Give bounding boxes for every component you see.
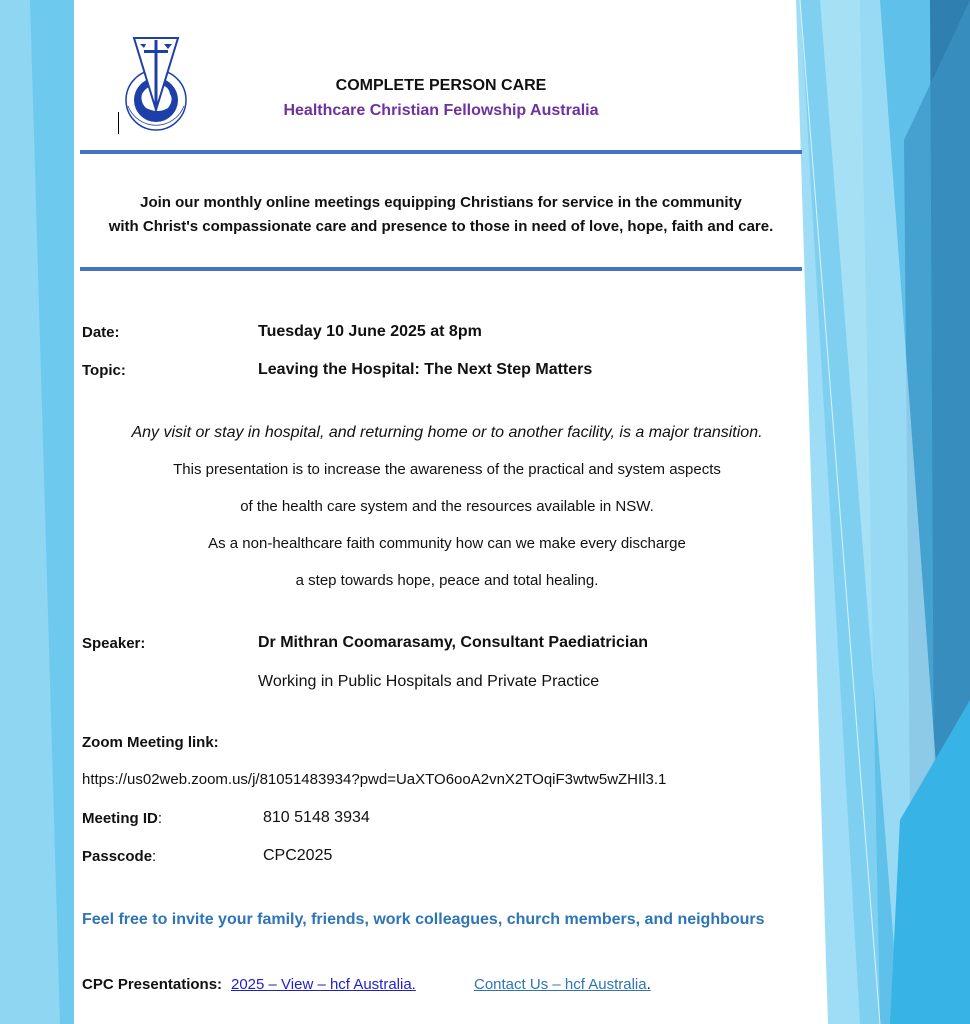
- topic-value: Leaving the Hospital: The Next Step Matters: [258, 361, 593, 378]
- page-title: COMPLETE PERSON CARE: [335, 77, 547, 94]
- topic-label: Topic:: [82, 362, 126, 379]
- date-label: Date:: [82, 324, 120, 341]
- zoom-link-label: Zoom Meeting link:: [82, 734, 219, 751]
- top-divider: [80, 150, 802, 154]
- second-divider: [80, 267, 802, 271]
- meeting-id-label: Meeting ID:: [82, 810, 163, 827]
- description-line-1: This presentation is to increase the awareness of the practical and system aspects: [173, 461, 721, 478]
- passcode-value: CPC2025: [263, 847, 333, 864]
- speaker-label: Speaker:: [82, 635, 146, 652]
- zoom-meeting-link[interactable]: https://us02web.zoom.us/j/81051483934?pwd=UaXTO6ooA2vnX2TOqiF3wtw5wZHIl3.1: [82, 771, 667, 788]
- presentations-label: CPC Presentations:: [82, 976, 223, 993]
- description-line-4: a step towards hope, peace and total healing.: [295, 572, 599, 589]
- contact-us-link[interactable]: Contact Us – hcf Australia.: [474, 976, 651, 993]
- presentations-2025-link[interactable]: 2025 – View – hcf Australia.: [231, 976, 416, 993]
- intro-line-1: Join our monthly online meetings equipping Christians for service in the community: [140, 194, 742, 211]
- description-line-3: As a non-healthcare faith community how can we make every discharge: [208, 535, 686, 552]
- speaker-role: Working in Public Hospitals and Private Practice: [258, 673, 600, 690]
- passcode-label: Passcode:: [82, 848, 157, 865]
- description-line-2: of the health care system and the resources available in NSW.: [240, 498, 654, 515]
- description-lead: Any visit or stay in hospital, and returning home or to another facility, is a major transition.: [131, 424, 763, 441]
- meeting-id-value: 810 5148 3934: [263, 809, 370, 826]
- date-value: Tuesday 10 June 2025 at 8pm: [258, 323, 482, 340]
- invite-message: Feel free to invite your family, friends, work colleagues, church members, and neighbours: [82, 911, 765, 928]
- intro-line-2: with Christ's compassionate care and presence to those in need of love, hope, faith and care.: [108, 218, 774, 235]
- organization-name: Healthcare Christian Fellowship Australia: [283, 102, 599, 119]
- speaker-name: Dr Mithran Coomarasamy, Consultant Paediatrician: [258, 634, 649, 651]
